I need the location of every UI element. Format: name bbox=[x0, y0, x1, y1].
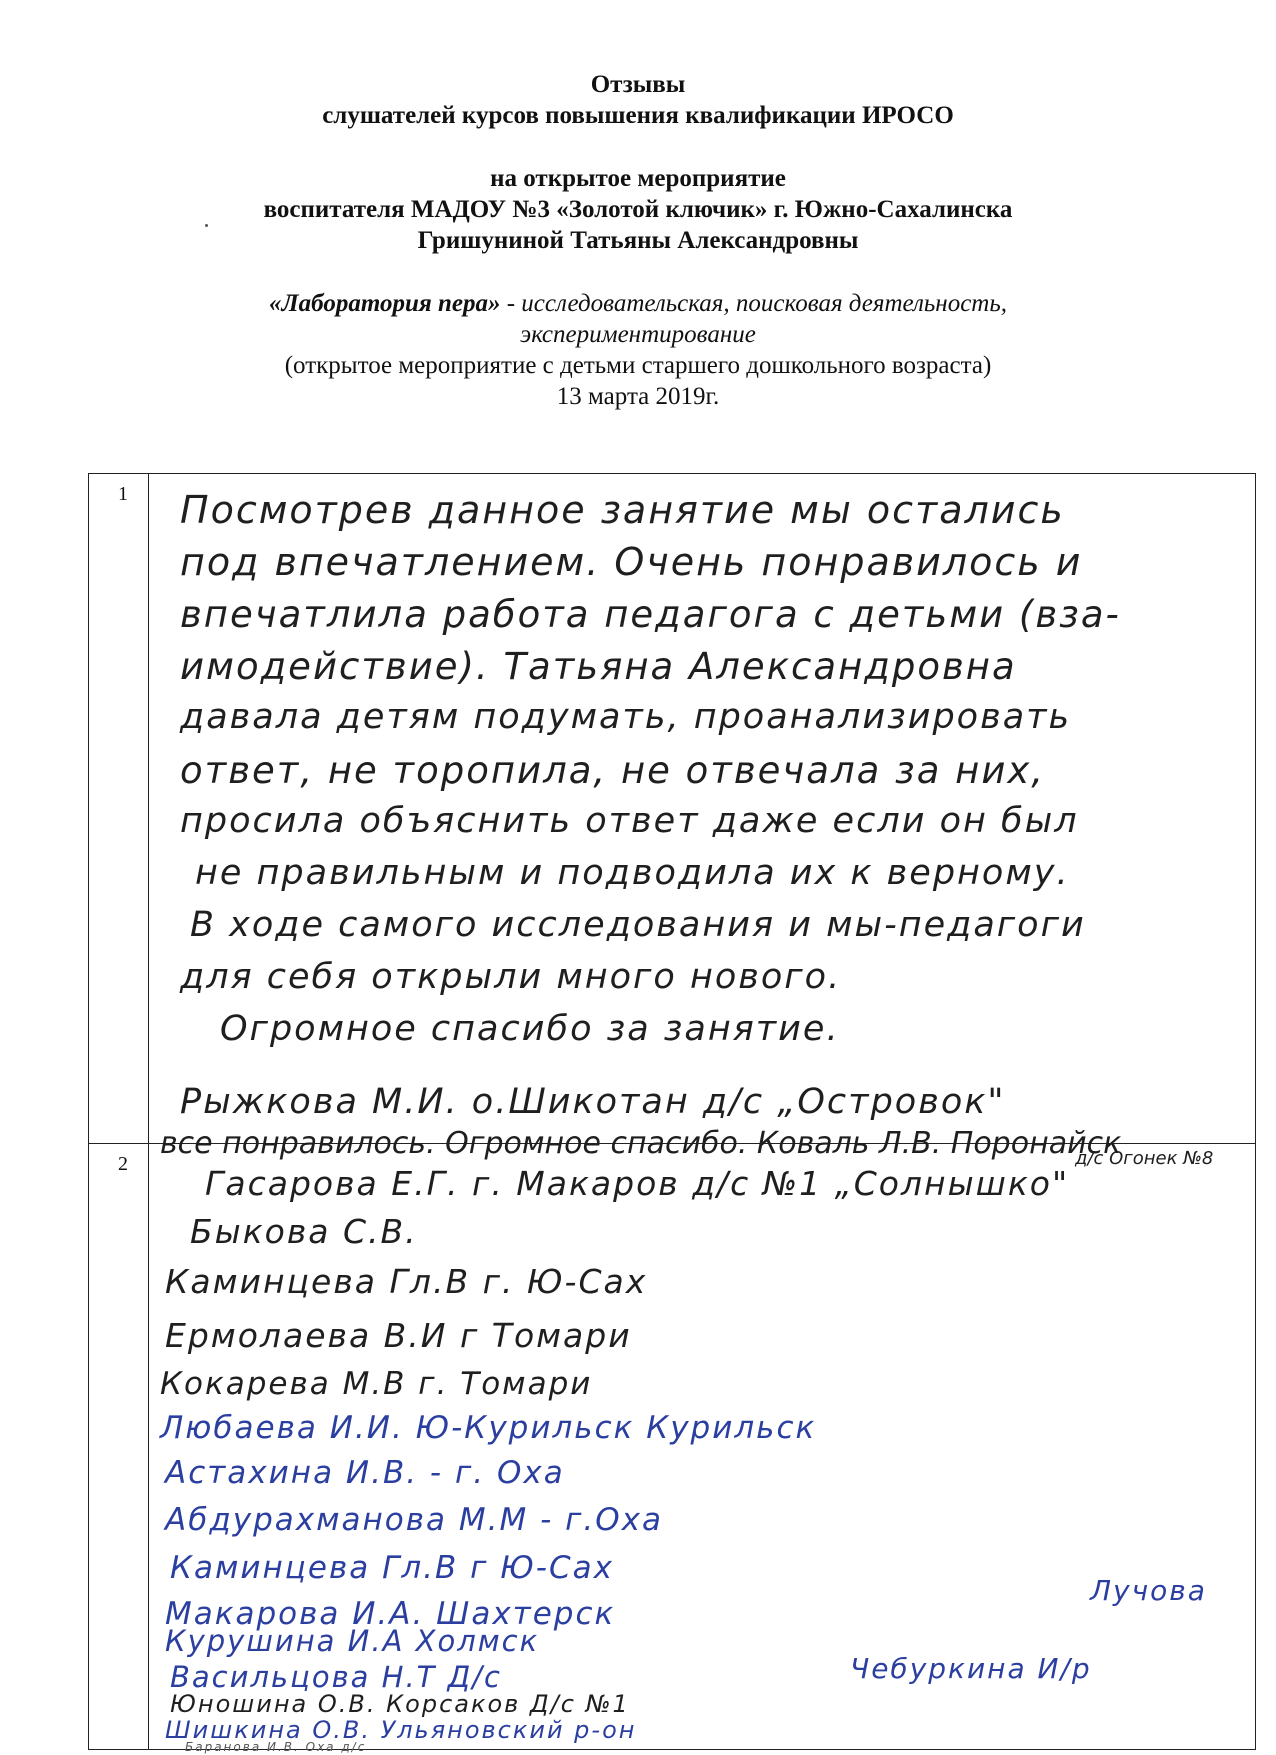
attendee-line: Васильцова Н.Т Д/с bbox=[170, 1660, 502, 1694]
attendee-line: Баранова И.В. Оха д/с bbox=[185, 1740, 367, 1754]
attendee-line: Курушина И.А Холмск bbox=[165, 1624, 540, 1658]
review-note: д/с Огонек №8 bbox=[1075, 1148, 1214, 1169]
review-signature: все понравилось. Огромное спасибо. Коваль Л.В. Поронайск bbox=[160, 1126, 1122, 1161]
teacher-name: Гришуниной Татьяны Александровны bbox=[417, 227, 859, 254]
topic-line-2: экспериментирование bbox=[520, 321, 756, 348]
review-line: под впечатлением. Очень понравилось и bbox=[180, 540, 1083, 584]
speck bbox=[205, 224, 208, 227]
side-note: Чебуркина И/р bbox=[850, 1652, 1092, 1685]
doc-subtitle: слушателей курсов повышения квалификации ИРОСО bbox=[322, 102, 954, 129]
review-line: впечатлила работа педагога с детьми (вза- bbox=[180, 593, 1121, 636]
review-line: просила объяснить ответ даже если он был bbox=[180, 801, 1079, 841]
attendee-line: Гасарова Е.Г. г. Макаров д/с №1 „Солнышко" bbox=[205, 1164, 1070, 1203]
attendee-line: Любаева И.И. Ю-Курильск Курильск bbox=[160, 1410, 817, 1446]
row-number: 1 bbox=[118, 483, 128, 505]
row-number: 2 bbox=[118, 1153, 128, 1175]
attendee-line: Ермолаева В.И г Томари bbox=[165, 1316, 632, 1355]
review-line: не правильным и подводила их к верному. bbox=[195, 853, 1070, 893]
review-line: Огромное спасибо за занятие. bbox=[220, 1009, 840, 1049]
review-line: давала детям подумать, проанализировать bbox=[180, 697, 1072, 737]
review-line: В ходе самого исследования и мы-педагоги bbox=[190, 905, 1086, 945]
table-column-divider bbox=[148, 473, 149, 1750]
topic-title: «Лаборатория пера» bbox=[269, 290, 501, 317]
attendee-line: Шишкина О.В. Ульяновский р-он bbox=[165, 1716, 637, 1744]
attendee-line: Макарова И.А. Шахтерск bbox=[165, 1596, 616, 1632]
review-line: Посмотрев данное занятие мы остались bbox=[180, 488, 1065, 532]
review-line: ответ, не торопила, не отвечала за них, bbox=[180, 749, 1046, 792]
topic-description: - исследовательская, поисковая деятельность, bbox=[500, 290, 1007, 317]
attendee-line: Астахина И.В. - г. Оха bbox=[165, 1455, 565, 1491]
review-signature: Рыжкова М.И. о.Шикотан д/с „Островок" bbox=[180, 1082, 1006, 1122]
topic-line bbox=[0, 289, 1276, 319]
teacher-org: воспитателя МАДОУ №3 «Золотой ключик» г. Южно-Сахалинска bbox=[263, 196, 1013, 223]
attendee-line: Кокарева М.В г. Томари bbox=[160, 1366, 593, 1402]
side-note: Лучова bbox=[1090, 1574, 1207, 1607]
event-subtitle: (открытое мероприятие с детьми старшего дошкольного возраста) bbox=[284, 352, 992, 379]
event-date: 13 марта 2019г. bbox=[556, 383, 720, 410]
attendee-line: Каминцева Гл.В г. Ю-Сах bbox=[165, 1262, 648, 1301]
event-line: на открытое мероприятие bbox=[490, 165, 786, 192]
doc-title: Отзывы bbox=[590, 71, 686, 98]
attendee-line: Каминцева Гл.В г Ю-Сах bbox=[170, 1550, 614, 1586]
attendee-line: Быкова С.В. bbox=[190, 1212, 418, 1251]
review-line: для себя открыли много нового. bbox=[180, 957, 842, 997]
attendee-line: Юношина О.В. Корсаков Д/с №1 bbox=[170, 1690, 630, 1718]
attendee-line: Абдурахманова М.М - г.Оха bbox=[165, 1502, 663, 1538]
review-line: имодействие). Татьяна Александровна bbox=[180, 645, 1017, 688]
